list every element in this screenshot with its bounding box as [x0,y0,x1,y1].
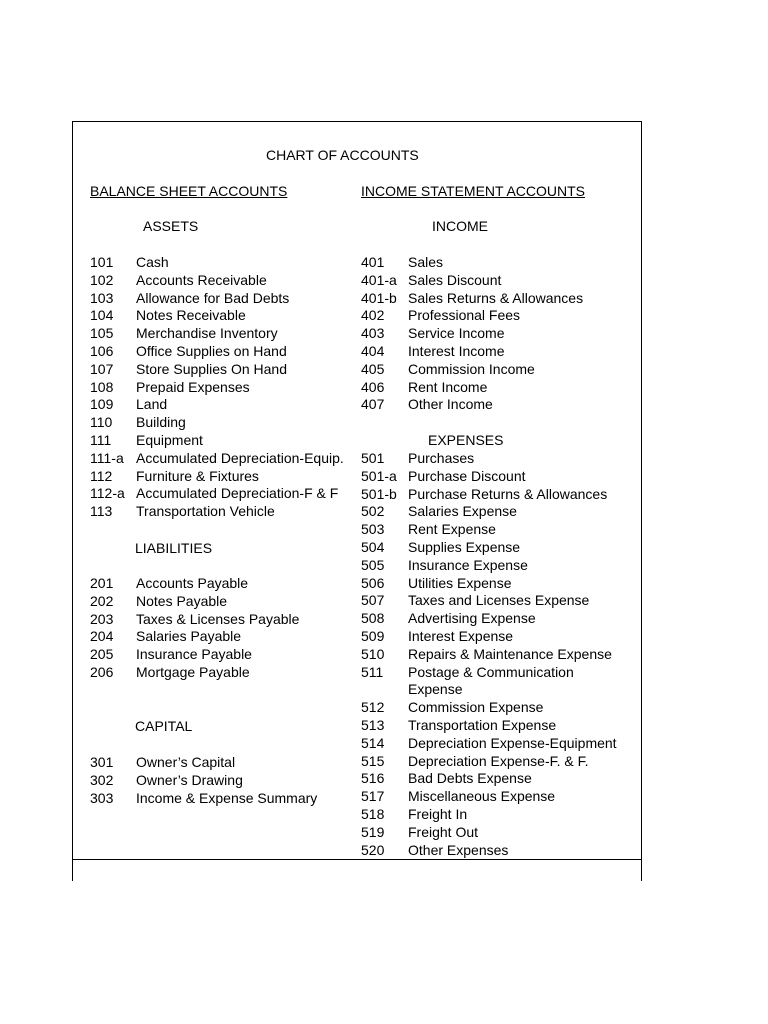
liability-account-name: Accounts Payable [136,575,249,591]
income-statement-heading: INCOME STATEMENT ACCOUNTS [361,183,586,199]
income-account-name: Service Income [408,325,505,342]
capital-account-name: Owner’s Capital [136,754,236,770]
asset-account-name: Allowance for Bad Debts [136,289,290,306]
liability-account-name: Taxes & Licenses Payable [136,610,300,627]
capital-account-code: 301 [90,754,114,770]
frame-stub-left [72,859,73,877]
liabilities-heading: LIABILITIES [135,540,213,556]
liability-account-code: 205 [90,646,114,663]
expense-account-code: 513 [361,717,385,733]
expense-account-name: Depreciation Expense-F. & F. [408,752,589,769]
expense-account-name-continued: Expense [408,681,463,698]
expense-account-code: 504 [361,539,385,555]
asset-account-name: Land [136,396,168,413]
expense-account-code: 517 [361,788,385,805]
expense-account-name: Freight In [408,806,468,822]
asset-account-code: 102 [90,271,114,288]
asset-account-name: Building [136,414,186,431]
asset-account-name: Furniture & Fixtures [136,467,259,484]
expense-account-code: 512 [361,699,385,716]
income-account-code: 407 [361,396,385,413]
asset-account-code: 113 [90,503,113,520]
expense-account-name: Purchase Returns & Allowances [408,485,608,502]
capital-account-name: Owner’s Drawing [136,771,243,788]
liability-account-code: 201 [90,575,114,591]
expense-account-code: 505 [361,556,385,573]
asset-account-code: 103 [90,289,114,306]
asset-account-code: 107 [90,360,114,377]
liability-account-code: 204 [90,628,114,645]
expense-account-code: 502 [361,503,385,520]
income-account-name: Other Income [408,396,493,413]
asset-account-code: 110 [90,414,113,431]
asset-account-name: Store Supplies On Hand [136,360,287,377]
expense-account-code: 515 [361,752,385,769]
expense-account-name: Supplies Expense [408,539,521,555]
expense-account-code: 501 [361,450,385,466]
expense-account-code: 519 [361,823,385,840]
income-account-code: 401-a [361,271,397,288]
asset-account-code: 105 [90,325,114,342]
expense-account-name: Bad Debts Expense [408,770,532,787]
asset-account-code: 108 [90,378,114,395]
expense-account-code: 507 [361,592,385,609]
capital-account-name: Income & Expense Summary [136,789,318,806]
asset-account-name: Accumulated Depreciation-F & F [136,485,339,502]
income-account-name: Sales [408,254,444,270]
expense-account-name: Salaries Expense [408,503,517,520]
capital-heading: CAPITAL [135,718,193,734]
income-account-code: 401-b [361,289,397,306]
income-account-code: 405 [361,360,385,377]
expense-account-name: Miscellaneous Expense [408,788,556,805]
asset-account-code: 104 [90,307,114,324]
expense-account-name: Utilities Expense [408,574,512,591]
expense-account-name: Freight Out [408,823,479,840]
income-account-name: Sales Returns & Allowances [408,289,584,306]
income-account-code: 402 [361,307,385,324]
expense-account-code: 514 [361,734,385,751]
page-title: CHART OF ACCOUNTS [266,147,419,163]
income-account-code: 406 [361,378,385,395]
asset-account-name: Accumulated Depreciation-Equip. [136,449,344,466]
expense-account-name: Advertising Expense [408,610,536,627]
expense-account-code: 510 [361,645,385,662]
expense-account-code: 516 [361,770,385,787]
expense-account-name: Interest Expense [408,628,514,644]
income-account-name: Professional Fees [408,307,521,324]
expenses-heading: EXPENSES [428,432,504,448]
expense-account-code: 520 [361,841,385,858]
liability-account-code: 202 [90,592,114,609]
asset-account-name: Notes Receivable [136,307,246,324]
asset-account-name: Cash [136,254,169,270]
income-account-name: Rent Income [408,378,488,395]
expense-account-code: 511 [361,663,384,680]
expense-account-name: Repairs & Maintenance Expense [408,645,612,662]
income-account-code: 401 [361,254,385,270]
expense-account-name: Insurance Expense [408,556,528,573]
income-account-name: Interest Income [408,343,505,359]
capital-account-code: 302 [90,771,114,788]
liability-account-name: Notes Payable [136,592,228,609]
asset-account-name: Transportation Vehicle [136,503,275,520]
liability-account-code: 206 [90,664,114,680]
asset-account-name: Merchandise Inventory [136,325,278,342]
asset-account-code: 111-a [90,449,124,466]
bottom-rule [72,859,642,860]
expense-account-code: 501-b [361,485,397,502]
liability-account-name: Salaries Payable [136,628,242,645]
expense-account-name: Other Expenses [408,841,509,858]
expense-account-name: Purchase Discount [408,467,526,484]
expense-account-code: 508 [361,610,385,627]
expense-account-name: Depreciation Expense-Equipment [408,734,617,751]
expense-account-code: 518 [361,806,385,822]
asset-account-code: 109 [90,396,114,413]
assets-heading: ASSETS [143,218,199,234]
balance-sheet-heading: BALANCE SHEET ACCOUNTS [90,183,288,199]
asset-account-code: 101 [90,254,114,270]
income-account-name: Sales Discount [408,271,502,288]
income-heading: INCOME [432,218,488,234]
liability-account-name: Mortgage Payable [136,664,250,680]
expense-account-code: 503 [361,521,385,538]
expense-account-name: Commission Expense [408,699,544,716]
asset-account-name: Equipment [136,432,203,448]
capital-account-code: 303 [90,789,114,806]
asset-account-name: Accounts Receivable [136,271,267,288]
asset-account-code: 112 [90,467,113,484]
expense-account-code: 501-a [361,467,397,484]
asset-account-name: Prepaid Expenses [136,378,250,395]
liability-account-name: Insurance Payable [136,646,252,663]
liability-account-code: 203 [90,610,114,627]
expense-account-name: Postage & Communication [408,663,574,680]
expense-account-name: Purchases [408,450,475,466]
asset-account-code: 112-a [90,485,125,502]
asset-account-name: Office Supplies on Hand [136,343,287,359]
expense-account-name: Transportation Expense [408,717,557,733]
expense-account-code: 509 [361,628,385,644]
income-account-code: 404 [361,343,385,359]
expense-account-name: Taxes and Licenses Expense [408,592,590,609]
frame-stub-right [641,859,642,877]
asset-account-code: 111 [90,432,112,448]
expense-account-code: 506 [361,574,385,591]
income-account-name: Commission Income [408,360,535,377]
asset-account-code: 106 [90,343,114,359]
expense-account-name: Rent Expense [408,521,496,538]
income-account-code: 403 [361,325,385,342]
